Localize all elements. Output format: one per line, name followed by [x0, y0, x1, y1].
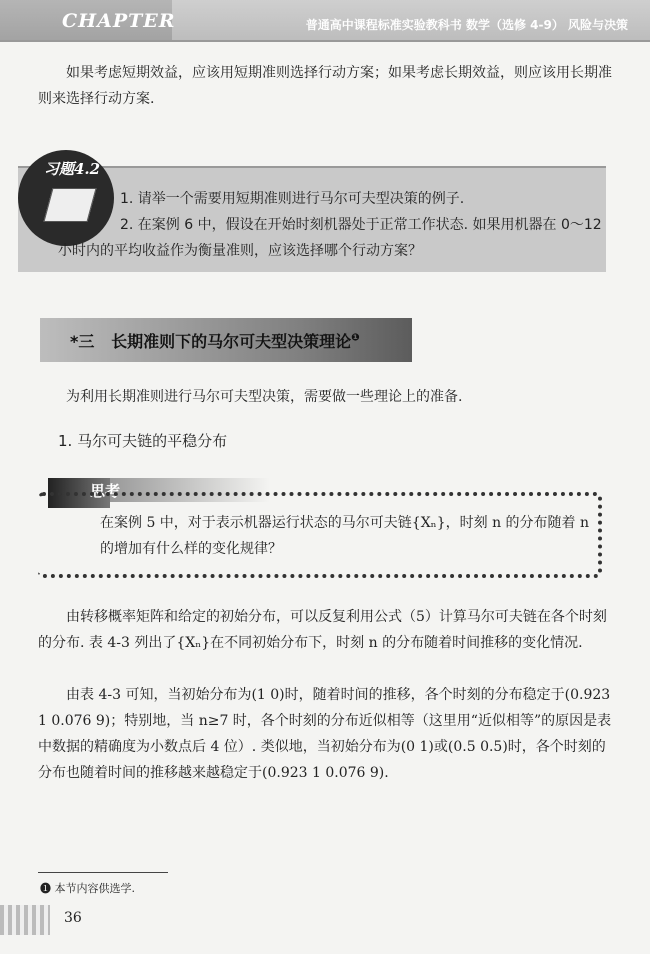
section-intro: 为利用长期准则进行马尔可夫型决策，需要做一些理论上的准备. — [66, 389, 463, 405]
section-heading — [70, 329, 360, 352]
exercise-title: 习题4.2 — [44, 160, 101, 178]
chapter-label: CHAPTER — [62, 10, 176, 32]
page-strip — [0, 905, 50, 935]
exercise-item-2: 2. 在案例 6 中，假设在开始时刻机器处于正常工作状态. 如果用机器在 0～12 小时内的平均收益作为衡量准则，应该选择哪个行动方案？ — [58, 217, 602, 259]
footnote-rule — [38, 872, 168, 873]
intro-paragraph: 如果考虑短期效益，应该用短期准则选择行动方案；如果考虑长期效益，则应该用长期准则来选择行动方案. — [38, 65, 612, 107]
body-paragraph-1: 由转移概率矩阵和给定的初始分布，可以反复利用公式（5）计算马尔可夫链在各个时刻的分布. 表 4-3 列出了{Xₙ}在不同初始分布下，时刻 n 的分布随着时间推移的变化情况. — [38, 609, 607, 651]
section-number: *三 — [70, 332, 95, 351]
body-paragraph-2: 由表 4-3 可知，当初始分布为(1 0)时，随着时间的推移，各个时刻的分布稳定于(0.923 1 0.076 9)；特别地，当 n≥7 时，各个时刻的分布近似相等（这里用“近似相等”的原因是表中数据的精确度为小数点后 4 位）. 类似地，当初始分布为(0 1)或(0.5 0.5)时，各个时刻的分布也随着时间的推移越来越稳定于(0.923 1 0.076 9). — [38, 687, 612, 781]
page-number: 36 — [64, 910, 82, 926]
section-title: 长期准则下的马尔可夫型决策理论 — [111, 332, 352, 351]
footnote: ❶ 本节内容供选学. — [40, 882, 135, 895]
subsection-heading: 1. 马尔可夫链的平稳分布 — [58, 432, 228, 450]
think-label: 思考 — [90, 482, 121, 500]
footnote-mark: ❶ — [351, 332, 360, 344]
think-text: 在案例 5 中，对于表示机器运行状态的马尔可夫链{Xₙ}，时刻 n 的分布随着 n 的增加有什么样的变化规律？ — [100, 515, 590, 557]
book-title: 普通高中课程标准实验教科书 数学（选修 4-9） 风险与决策 — [305, 18, 628, 32]
exercise-item-1: 1. 请举一个需要用短期准则进行马尔可夫型决策的例子. — [120, 191, 465, 207]
page-header — [0, 0, 650, 42]
